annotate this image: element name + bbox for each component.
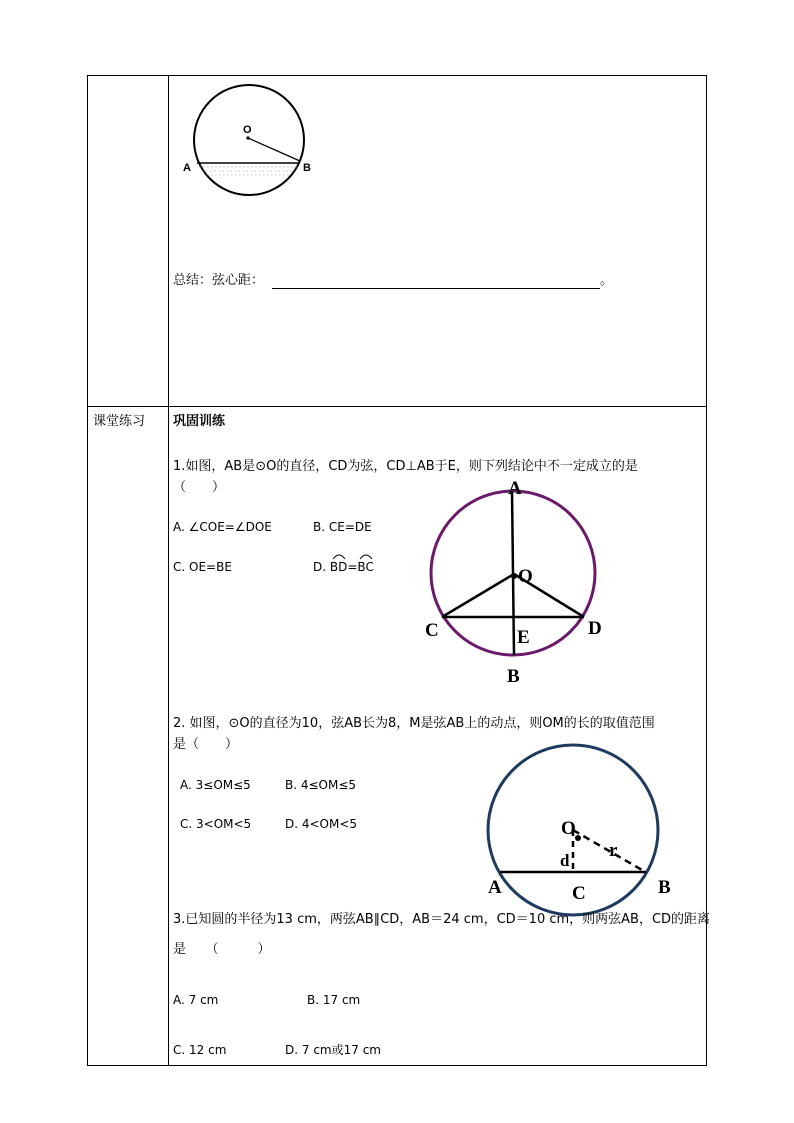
row-divider [88,406,706,407]
q1-label-e: E [517,627,530,648]
summary-label: 总结：弦心距： [173,273,265,288]
q1-option-a: A. ∠COE=∠DOE [173,520,272,534]
q2-center-dot [575,835,581,841]
q1-option-c: C. OE=BE [173,560,232,574]
q1-option-d-prefix: D. [313,560,330,574]
summary-end: 。 [600,273,614,288]
q3-option-b: B. 17 cm [307,993,361,1007]
q1-option-b: B. CE=DE [313,520,372,534]
q1-radius-oc [442,574,514,617]
arc-bc [357,559,373,575]
q2-option-b: B. 4≤OM≤5 [285,778,357,792]
q1-diameter-ab [512,491,514,655]
q2-figure [482,752,692,902]
q2-stem-line1: 2. 如图，⊙O的直径为10，弦AB长为8，M是弦AB上的动点，则OM的长的取值范围 [173,716,655,731]
q1-option-d [313,559,374,575]
center-dot [246,136,249,139]
q3-option-c: C. 12 cm [173,1043,227,1057]
q2-stem-line2: 是（ ） [173,737,239,752]
q2-label-c: C [572,883,586,904]
q1-label-b: B [507,666,520,687]
q2-label-o: O [561,818,576,839]
q1-label-c: C [425,620,439,641]
q2-option-c: C. 3<OM<5 [180,817,252,831]
label-b: B [303,162,311,174]
q3-option-d: D. 7 cm或17 cm [285,1043,381,1057]
q3-option-a: A. 7 cm [173,993,219,1007]
label-o: O [243,124,252,136]
arc-bd-text: BD [329,560,348,574]
arc-bd [330,559,347,575]
circle-chord-figure [185,80,315,190]
q2-label-r: r [609,840,618,861]
q1-option-d-eq: = [347,560,358,574]
q2-label-b: B [658,877,671,898]
column-divider [168,76,169,1065]
q3-stem-line1: 3.已知圆的半径为13 cm，两弦AB∥CD，AB＝24 cm，CD＝10 cm，则两弦AB，CD的距离 [173,912,711,927]
left-cell-label: 课堂练习 [93,414,146,429]
radius-ob [248,138,300,161]
q3-stem-line2: 是 （ ） [173,942,271,957]
arc-bc-mark [359,552,373,560]
q1-center-dot [511,573,517,579]
q1-label-d: D [588,618,602,639]
summary-blank [272,288,600,289]
q1-figure [420,475,620,690]
q1-stem: 1.如图，AB是⊙O的直径，CD为弦，CD⊥AB于E，则下列结论中不一定成立的是 [173,459,638,474]
q2-option-d: D. 4<OM<5 [285,817,358,831]
q1-label-o: O [518,566,533,587]
q1-label-a: A [508,478,522,499]
q2-option-a: A. 3≤OM≤5 [180,778,251,792]
circle [194,85,304,195]
q1-paren: （ ） [173,480,226,495]
q2-label-a: A [488,877,502,898]
section-title: 巩固训练 [173,414,226,429]
arc-bd-mark [332,552,346,560]
arc-bc-text: BC [357,560,374,574]
label-a: A [183,162,191,174]
q2-label-d: d [560,851,570,870]
q2-radius-r [573,830,642,870]
